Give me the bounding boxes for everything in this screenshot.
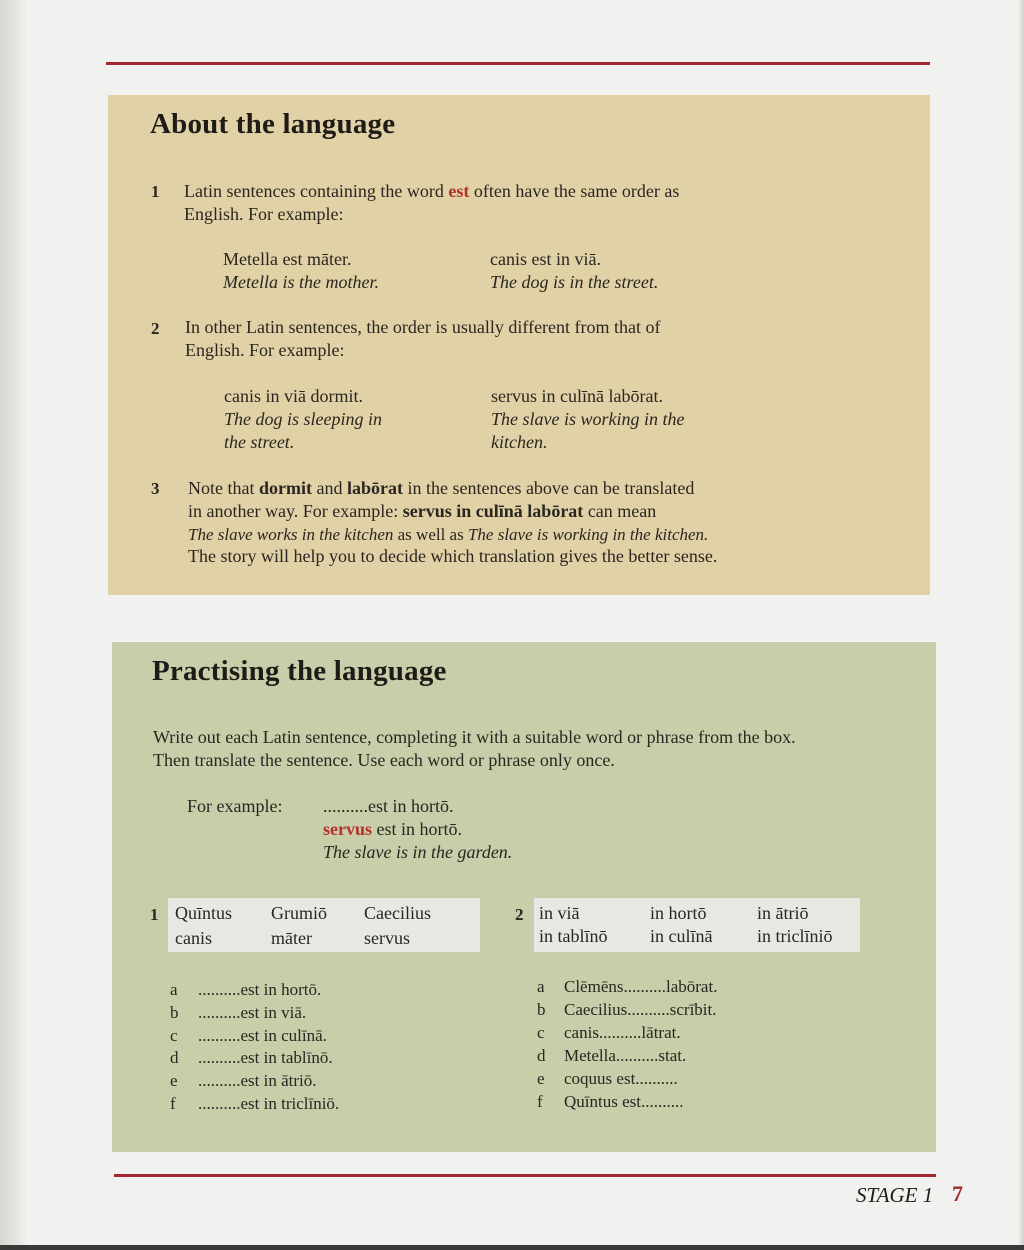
exercise-2-sentence: canis..........lātrat.	[564, 1023, 681, 1042]
exercise-1-sentence: ..........est in hortō.	[198, 980, 322, 999]
top-rule	[106, 62, 930, 65]
about-item-3-line-2: in another way. For example: servus in culīnā labōrat can mean	[188, 501, 657, 521]
exercise-1-letter: a	[170, 980, 178, 999]
exercise-2-letter: f	[537, 1092, 543, 1111]
exercise-2-phrase: in hortō	[650, 903, 707, 923]
page-bottom-edge	[0, 1245, 1024, 1250]
about-item-1-example-latin-right: canis est in viā.	[490, 249, 601, 269]
about-item-1-example-english-left: Metella is the mother.	[223, 272, 379, 292]
page-edge-shadow	[1018, 0, 1024, 1250]
about-item-1-example-latin-left: Metella est māter.	[223, 249, 352, 269]
about-item-2-line-1: In other Latin sentences, the order is usually different from that of	[185, 317, 661, 337]
exercise-2-letter: a	[537, 977, 545, 996]
exercise-1-word: māter	[271, 928, 312, 948]
about-item-1-example-english-right: The dog is in the street.	[490, 272, 659, 292]
exercise-1-word: servus	[364, 928, 410, 948]
exercise-1-number: 1	[150, 905, 159, 924]
about-item-1-number: 1	[151, 182, 160, 201]
practice-instructions-line-2: Then translate the sentence. Use each word or phrase only once.	[153, 750, 615, 770]
exercise-2-sentence: Metella..........stat.	[564, 1046, 687, 1065]
exercise-1-letter: d	[170, 1048, 179, 1067]
about-item-2-line-2: English. For example:	[185, 340, 345, 360]
exercise-2-phrase: in tablīnō	[539, 926, 608, 946]
about-item-3-line-4: The story will help you to decide which translation gives the better sense.	[188, 546, 718, 566]
exercise-2-letter: b	[537, 1000, 546, 1019]
exercise-1-letter: b	[170, 1003, 179, 1022]
example-blank-sentence: ..........est in hortō.	[323, 796, 454, 816]
about-item-2-example-english-left-2: the street.	[224, 432, 295, 452]
exercise-1-letter: c	[170, 1026, 178, 1045]
exercise-2-sentence: coquus est..........	[564, 1069, 678, 1088]
stage-label: STAGE 1	[856, 1183, 934, 1207]
practice-instructions-line-1: Write out each Latin sentence, completing it with a suitable word or phrase from the box.	[153, 727, 796, 747]
exercise-1-letter: e	[170, 1071, 178, 1090]
practice-heading: Practising the language	[152, 655, 447, 687]
about-item-2-example-english-right-1: The slave is working in the	[491, 409, 685, 429]
about-item-3-number: 3	[151, 479, 160, 498]
exercise-1-sentence: ..........est in viā.	[198, 1003, 307, 1022]
exercise-2-phrase: in culīnā	[650, 926, 713, 946]
about-heading: About the language	[150, 108, 396, 140]
exercise-1-sentence: ..........est in tablīnō.	[198, 1048, 333, 1067]
exercise-2-phrase: in triclīniō	[757, 926, 833, 946]
keyword-est: est	[448, 181, 470, 201]
about-item-3-line-3: The slave works in the kitchen as well as The slave is working in the kitchen.	[188, 525, 709, 544]
about-item-3-line-1: Note that dormit and labōrat in the sentences above can be translated	[188, 478, 695, 498]
exercise-1-word: Grumiō	[271, 903, 327, 923]
exercise-2-number: 2	[515, 905, 524, 924]
exercise-1-sentence: ..........est in triclīniō.	[198, 1094, 340, 1113]
example-answer: servus est in hortō.	[323, 819, 462, 839]
exercise-2-phrase: in viā	[539, 903, 580, 923]
about-item-2-example-latin-right: servus in culīnā labōrat.	[491, 386, 663, 406]
page-gutter-shadow	[0, 0, 26, 1250]
exercise-1-letter: f	[170, 1094, 176, 1113]
exercise-2-sentence: Caecilius..........scrībit.	[564, 1000, 717, 1019]
exercise-1-sentence: ..........est in culīnā.	[198, 1026, 327, 1045]
exercise-1-word: canis	[175, 928, 212, 948]
about-item-1-line-2: English. For example:	[184, 204, 344, 224]
exercise-2-sentence: Clēmēns..........labōrat.	[564, 977, 718, 996]
example-translation: The slave is in the garden.	[323, 842, 513, 862]
about-item-2-example-english-left-1: The dog is sleeping in	[224, 409, 382, 429]
exercise-2-letter: d	[537, 1046, 546, 1065]
exercise-1-sentence: ..........est in ātriō.	[198, 1071, 317, 1090]
about-item-2-example-latin-left: canis in viā dormit.	[224, 386, 363, 406]
about-item-2-number: 2	[151, 319, 160, 338]
exercise-2-letter: e	[537, 1069, 545, 1088]
bottom-rule	[114, 1174, 936, 1177]
example-label: For example:	[187, 796, 283, 816]
page-number: 7	[952, 1181, 963, 1206]
exercise-2-sentence: Quīntus est..........	[564, 1092, 684, 1111]
exercise-1-word: Quīntus	[175, 903, 233, 923]
about-item-1-line-1: Latin sentences containing the word est often have the same order as	[184, 181, 680, 201]
exercise-2-phrase: in ātriō	[757, 903, 809, 923]
exercise-2-letter: c	[537, 1023, 545, 1042]
about-item-2-example-english-right-2: kitchen.	[491, 432, 548, 452]
exercise-1-word: Caecilius	[364, 903, 431, 923]
